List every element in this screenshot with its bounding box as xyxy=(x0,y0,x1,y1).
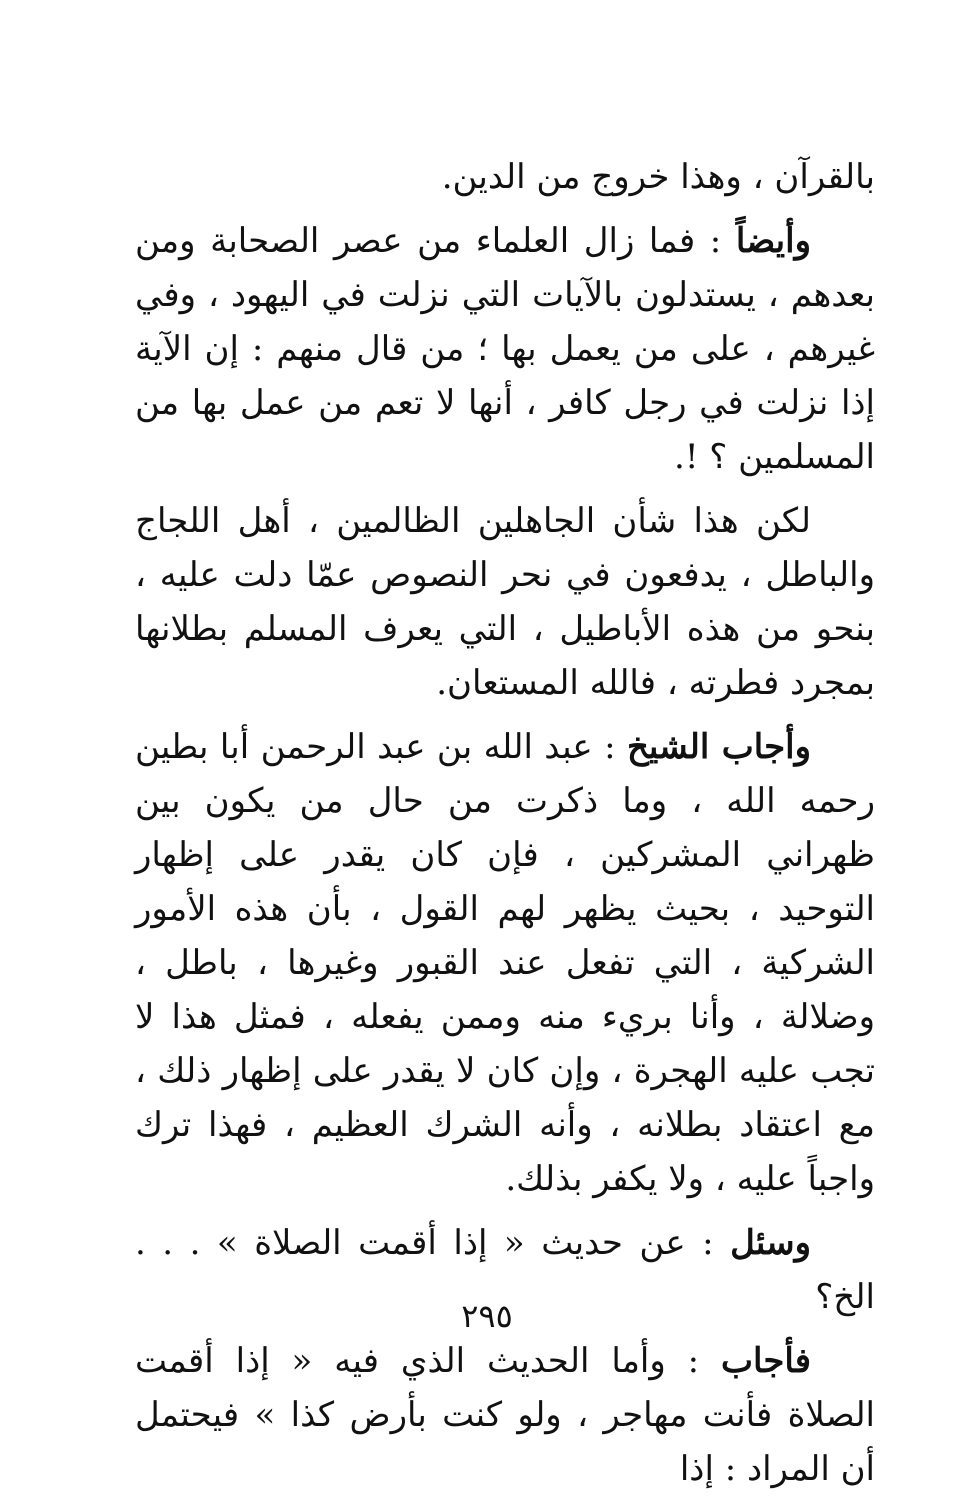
paragraph-3 xyxy=(135,494,875,710)
paragraph-6-lead: فأجاب xyxy=(721,1341,811,1381)
paragraph-6 xyxy=(135,1334,875,1496)
body-text xyxy=(135,150,875,1496)
page-number: ٢٩٥ xyxy=(461,1297,513,1335)
paragraph-4-lead: وأجاب الشيخ xyxy=(626,727,811,767)
paragraph-6-text: : وأما الحديث الذي فيه « إذا أقمت الصلاة فأنت مهاجر ، ولو كنت بأرض كذا » فيحتمل أن المراد : إذا xyxy=(135,1341,875,1489)
paragraph-2-lead: وأيضاً xyxy=(735,221,811,261)
paragraph-1 xyxy=(135,150,875,204)
paragraph-4 xyxy=(135,720,875,1206)
paragraph-3-text: لكن هذا شأن الجاهلين الظالمين ، أهل اللجاج والباطل ، يدفعون في نحر النصوص عمّا دلت عليه ، بنحو من هذه الأباطيل ، التي يعرف المسلم بطلانها بمجرد فطرته ، فالله المستعان. xyxy=(135,501,875,703)
paragraph-1-text: بالقرآن ، وهذا خروج من الدين. xyxy=(441,157,875,197)
paragraph-5-lead: وسئل xyxy=(730,1223,811,1263)
paragraph-5-text: : عن حديث « إذا أقمت الصلاة » . . . الخ؟ xyxy=(135,1223,875,1317)
paragraph-4-text: : عبد الله بن عبد الرحمن أبا بطين رحمه الله ، وما ذكرت من حال من يكون بين ظهراني المشركين ، فإن كان يقدر على إظهار التوحيد ، بحيث يظهر لهم القول ، بأن هذه الأمور الشركية ، التي تفعل عند القبور وغيرها ، باطل ، وضلالة ، وأنا بريء منه وممن يفعله ، فمثل هذا لا تجب عليه الهجرة ، وإن كان لا يقدر على إظهار ذلك ، مع اعتقاد بطلانه ، وأنه الشرك العظيم ، فهذا ترك واجباً عليه ، ولا يكفر بذلك. xyxy=(135,727,875,1199)
paragraph-2-text: : فما زال العلماء من عصر الصحابة ومن بعدهم ، يستدلون بالآيات التي نزلت في اليهود ، وفي غيرهم ، على من يعمل بها ؛ من قال منهم : إن الآية إذا نزلت في رجل كافر ، أنها لا تعم من عمل بها من المسلمين ؟ !. xyxy=(135,221,875,477)
paragraph-2 xyxy=(135,214,875,484)
